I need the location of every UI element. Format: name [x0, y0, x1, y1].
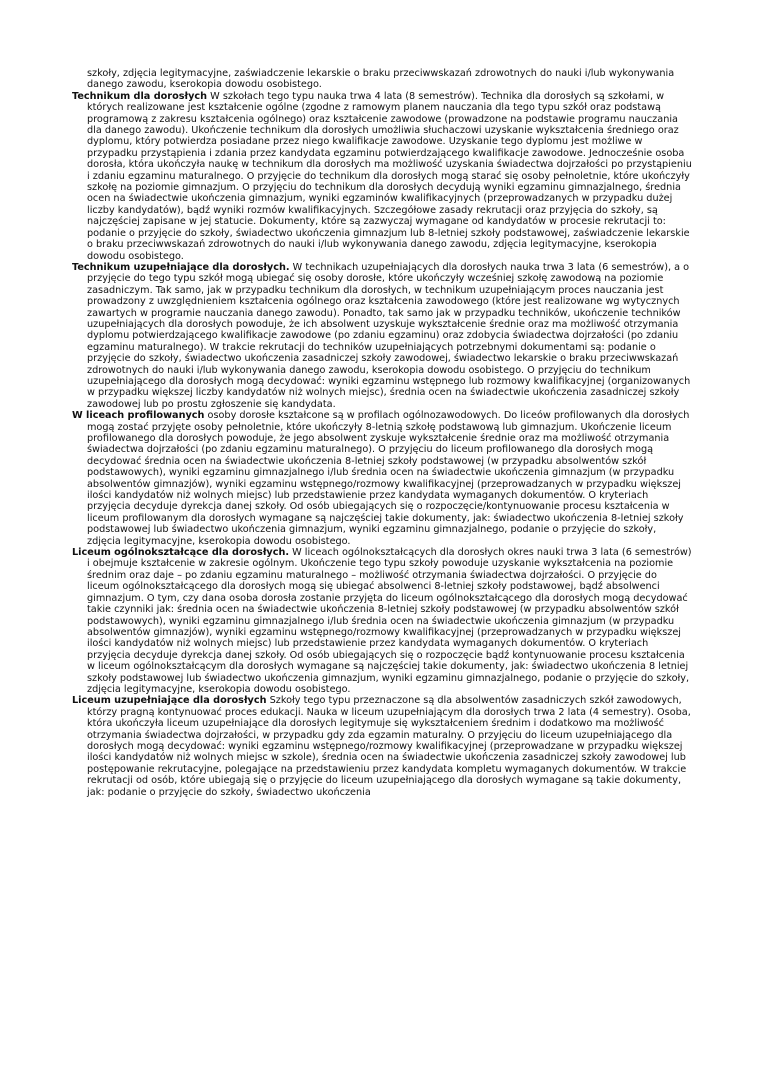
section-term: Liceum ogólnokształcące dla dorosłych. [72, 547, 290, 559]
section-term: W liceach profilowanych [72, 410, 205, 422]
section-text: W liceach ogólnokształcących dla dorosłych okres nauki trwa 3 lata (6 semestrów) i obejmuje kształcenie w zakresie ogólnym. Ukończenie tego typu szkoły powoduje uzyskanie wykształcenia na poziomie średnim oraz daje – po zdaniu egzaminu maturalnego – możliwość otrzymania świadectwa dojrzałości. O przyjęcie do liceum ogólnokształcącego dla dorosłych mogą się ubiegać absolwenci 8-letniej szkoły podstawowej, bądź absolwenci gimnazjum. O tym, czy dana osoba dorosła zostanie przyjęta do liceum ogólnokształcącego dla dorosłych mogą decydować takie czynniki jak: średnia ocen na świadectwie ukończenia 8-letniej szkoły podstawowej (w przypadku absolwentów szkół podstawowych), wyniki egzaminu gimnazjalnego i/lub średnia ocen na świadectwie ukończenia gimnazjum (w przypadku absolwentów gimnazjów), wyniki egzaminu wstępnego/rozmowy kwalifikacyjnej (przeprowadzanych w przypadku większej ilości kandydatów niż wolnych miejsc) lub przedstawienie przez kandydata wymaganych dokumentów. O kryteriach przyjęcia decyduje dyrekcja danej szkoły. Od osób ubiegających się o rozpoczęcie bądź kontynuowanie procesu kształcenia w liceum ogólnokształcącym dla dorosłych wymagane są najczęściej takie dokumenty, jak: świadectwo ukończenia 8 letniej szkoły podstawowej lub świadectwo ukończenia gimnazjum, wyniki egzaminu gimnazjalnego, podanie o przyjęcie do szkoły, zdjęcia legitymacyjne, kserokopia dowodu osobistego. [87, 547, 692, 695]
section-term: Technikum uzupełniające dla dorosłych. [72, 261, 290, 273]
section-text: osoby dorosłe kształcone są w profilach ogólnozawodowych. Do liceów profilowanych dla dorosłych mogą zostać przyjęte osoby pełnoletnie, które ukończyły 8-letnią szkołę podstawową lub gimnazjum. Ukończenie liceum profilowanego dla dorosłych powoduje, że jego absolwent zyskuje wykształcenie średnie oraz ma możliwość otrzymania świadectwa dojrzałości (po zdaniu egzaminu maturalnego). O przyjęciu do liceum profilowanego dla dorosłych mogą decydować średnia ocen na świadectwie ukończenia 8-letniej szkoły podstawowej (w przypadku absolwentów szkół podstawowych), wyniki egzaminu gimnazjalnego i/lub średnia ocen na świadectwie ukończenia gimnazjum (w przypadku absolwentów gimnazjów), wyniki egzaminu wstępnego/rozmowy kwalifikacyjnej (przeprowadzanych w przypadku większej ilości kandydatów niż wolnych miejsc) lub przedstawienie przez kandydata wymaganych dokumentów. O kryteriach przyjęcia decyduje dyrekcja danej szkoły. Od osób ubiegających się o rozpoczęcie/kontynuowanie procesu kształcenia w liceum profilowanym dla dorosłych wymagane są najczęściej takie dokumenty, jak: świadectwo ukończenia 8-letniej szkoły podstawowej lub świadectwo ukończenia gimnazjum, wyniki egzaminu gimnazjalnego, podanie o przyjęcie do szkoły, zdjęcia legitymacyjne, kserokopia dowodu osobistego. [87, 410, 690, 547]
section-licea-profilowane [72, 410, 692, 547]
section-liceum-uzupelniajace [72, 695, 692, 798]
section-text: Szkoły tego typu przeznaczone są dla absolwentów zasadniczych szkół zawodowych, którzy pragną kontynuować proces edukacji. Nauka w liceum uzupełniającym dla dorosłych trwa 2 lata (4 semestry). Osoba, która ukończyła liceum uzupełniające dla dorosłych legitymuje się wykształceniem średnim i dodatkowo ma możliwość otrzymania świadectwa dojrzałości, w przypadku gdy zda egzamin maturalny. O przyjęciu do liceum uzupełniającego dla dorosłych mogą decydować: wyniki egzaminu wstępnego/rozmowy kwalifikacyjnej (przeprowadzane w przypadku większej ilości kandydatów niż wolnych miejsc w szkole), średnia ocen na świadectwie ukończenia zasadniczej szkoły zawodowej lub postępowanie rekrutacyjne, polegające na przedstawieniu przez kandydata kompletu wymaganych dokumentów. W trakcie rekrutacji od osób, które ubiegają się o przyjęcie do liceum uzupełniającego dla dorosłych wymagane są takie dokumenty, jak: podanie o przyjęcie do szkoły, świadectwo ukończenia [87, 695, 691, 798]
section-liceum-ogolnoksztalcace [72, 547, 692, 695]
intro-continuation-text: szkoły, zdjęcia legitymacyjne, zaświadczenie lekarskie o braku przeciwwskazań zdrowotnych do nauki i/lub wykonywania danego zawodu, kserokopia dowodu osobistego. [87, 68, 675, 91]
section-text: W technikach uzupełniających dla dorosłych nauka trwa 3 lata (6 semestrów), a o przyjęcie do tego typu szkół mogą ubiegać się osoby dorosłe, które ukończyły wcześniej szkołę zawodową na poziomie zasadniczym. Tak samo, jak w przypadku technikum dla dorosłych, w technikum uzupełniającym proces nauczania jest prowadzony z uwzględnieniem kształcenia ogólnego oraz kształcenia zawodowego (które jest realizowane wg wytycznych zawartych w programie nauczania danego zawodu). Ponadto, tak samo jak w przypadku techników, ukończenie techników uzupełniających dla dorosłych powoduje, że ich absolwent uzyskuje wykształcenie średnie oraz ma możliwość otrzymania dyplomu potwierdzającego kwalifikacje zawodowe (po zdaniu egzaminu) oraz zdobycia świadectwa dojrzałości (po zdaniu egzaminu maturalnego). W trakcie rekrutacji do techników uzupełniających potrzebnymi dokumentami są: podanie o przyjęcie do szkoły, świadectwo ukończenia zasadniczej szkoły zawodowej, świadectwo lekarskie o braku przeciwwskazań zdrowotnych do nauki i/lub wykonywania danego zawodu, kserokopia dowodu osobistego. O przyjęciu do technikum uzupełniającego dla dorosłych mogą decydować: wyniki egzaminu wstępnego lub rozmowy kwalifikacyjnej (organizowanych w przypadku większej liczby kandydatów niż wolnych miejsc), średnia ocen na świadectwie ukończenia zasadniczej szkoły zawodowej lub po prostu zgłoszenie się kandydata. [87, 261, 691, 410]
document-body [72, 68, 692, 798]
section-term: Technikum dla dorosłych [72, 90, 208, 102]
section-technikum-dla-doroslych [72, 91, 692, 262]
section-text: W szkołach tego typu nauka trwa 4 lata (8 semestrów). Technika dla dorosłych są szkołami, w których realizowane jest kształcenie ogólne (zgodne z ramowym planem nauczania dla tego typu szkół oraz podstawą programową z zakresu kształcenia ogólnego) oraz kształcenie zawodowe (prowadzone na podstawie programu nauczania dla danego zawodu). Ukończenie technikum dla dorosłych umożliwia słuchaczowi uzyskanie wykształcenia średniego oraz dyplomu, który potwierdza posiadane przez niego kwalifikacje zawodowe. Uzyskanie tego dyplomu jest możliwe w przypadku przystąpienia i zdania przez kandydata egzaminu potwierdzającego kwalifikacje zawodowe. Jednocześnie osoba dorosła, która ukończyła naukę w technikum dla dorosłych ma możliwość uzyskania świadectwa dojrzałości po przystąpieniu i zdaniu egzaminu maturalnego. O przyjęcie do technikum dla dorosłych mogą starać się osoby pełnoletnie, które ukończyły szkołę na poziomie gimnazjum. O przyjęciu do technikum dla dorosłych decydują wyniki egzaminu gimnazjalnego, średnia ocen na świadectwie ukończenia gimnazjum, wyniki egzaminów kwalifikacyjnych (przeprowadzanych w przypadku dużej liczby kandydatów), bądź wyniki rozmów kwalifikacyjnych. Szczegółowe zasady rekrutacji oraz przyjęcia do szkoły, są najczęściej zapisane w jej statucie. Dokumenty, które są zazwyczaj wymagane od kandydatów w procesie rekrutacji to: podanie o przyjęcie do szkoły, świadectwo ukończenia gimnazjum lub 8-letniej szkoły podstawowej, zaświadczenie lekarskie o braku przeciwwskazań zdrowotnych do nauki i/lub wykonywania danego zawodu, zdjęcia legitymacyjne, kserokopia dowodu osobistego. [87, 90, 692, 262]
intro-continuation [72, 68, 692, 91]
section-technikum-uzupelniajace [72, 262, 692, 410]
section-term: Liceum uzupełniające dla dorosłych [72, 695, 267, 707]
